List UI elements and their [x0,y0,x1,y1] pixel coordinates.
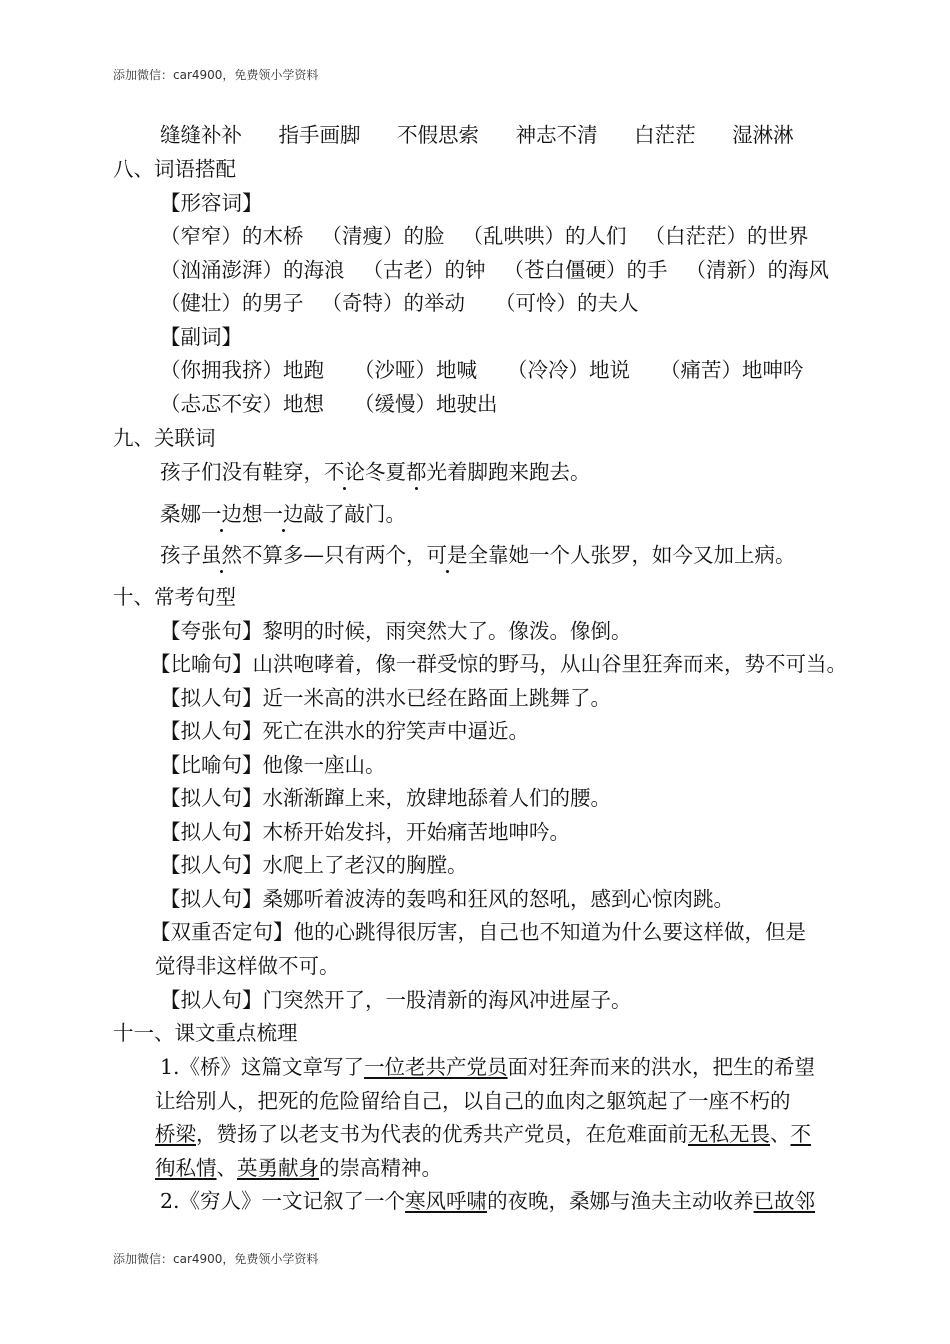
sentence-item: 【双重否定句】他的心跳得很厉害，自己也不知道为什么要这样做，但是 [150,920,806,944]
page-footer: 添加微信：car4900，免费领小学资料 [113,1252,319,1266]
section-8-title: 八、词语搭配 [113,157,236,181]
conj-sentence-3: 孩子虽然不算多—只有两个，可是全靠她一个人张罗，如今又加上病。 [160,543,796,567]
word: 湿淋淋 [732,123,794,147]
sentence-item: 【拟人句】桑娜听着波涛的轰鸣和狂风的怒吼，感到心惊肉跳。 [160,887,734,911]
sentence-item: 【拟人句】木桥开始发抖，开始痛苦地呻吟。 [160,820,570,844]
paragraph-1-line: 1.《桥》这篇文章写了一位老共产党员面对狂奔而来的洪水，把生的希望 [160,1055,816,1079]
sentence-item: 【拟人句】水爬上了老汉的胸膛。 [160,853,468,877]
paragraph-1-line: 徇私情、英勇献身的崇高精神。 [155,1156,442,1180]
sentence-item: 【拟人句】近一米高的洪水已经在路面上跳舞了。 [160,686,611,710]
adj-row: （健壮）的男子 （奇特）的举动 （可怜）的夫人 [160,291,639,315]
paragraph-1-line: 让给别人，把死的危险留给自己，以自己的血肉之躯筑起了一座不朽的 [155,1089,791,1113]
section-11-title: 十一、课文重点梳理 [113,1021,298,1045]
section-10-title: 十、常考句型 [113,585,236,609]
adv-label: 【副词】 [160,325,242,349]
adj-label: 【形容词】 [160,191,263,215]
adj-row: （窄窄）的木桥 （清瘦）的脸 （乱哄哄）的人们 （白茫茫）的世界 [160,224,809,248]
sentence-item: 【夸张句】黎明的时候，雨突然大了。像泼。像倒。 [160,619,632,643]
adj-row: （汹涌澎湃）的海浪 （古老）的钟 （苍白僵硬）的手 （清新）的海风 [160,258,829,282]
conj-sentence-1: 孩子们没有鞋穿，不论冬夏都光着脚跑来跑去。 [160,460,591,484]
sentence-item: 【比喻句】他像一座山。 [160,753,386,777]
sentence-item-cont: 觉得非这样做不可。 [155,954,340,978]
sentence-item: 【拟人句】门突然开了，一股清新的海风冲进屋子。 [160,988,632,1012]
sentence-item: 【拟人句】死亡在洪水的狞笑声中逼近。 [160,719,529,743]
paragraph-1-line: 桥梁，赞扬了以老支书为代表的优秀共产党员，在危难面前无私无畏、不 [155,1122,811,1146]
word-list [160,121,794,149]
sentence-item: 【拟人句】水渐渐蹿上来，放肆地舔着人们的腰。 [160,786,611,810]
word: 缝缝补补 [160,123,242,147]
page-header: 添加微信：car4900，免费领小学资料 [113,68,319,82]
word: 不假思索 [397,123,480,147]
adv-row: （你拥我挤）地跑 （沙哑）地喊 （冷冷）地说 （痛苦）地呻吟 [160,358,804,382]
word: 指手画脚 [278,123,361,147]
section-9-title: 九、关联词 [113,426,216,450]
conj-sentence-2: 桑娜一边想一边敲了敲门。 [160,502,406,526]
word: 白茫茫 [634,123,696,147]
paragraph-2-line: 2.《穷人》一文记叙了一个寒风呼啸的夜晚，桑娜与渔夫主动收养已故邻 [160,1189,816,1213]
sentence-item: 【比喻句】山洪咆哮着，像一群受惊的野马，从山谷里狂奔而来，势不可当。 [150,652,847,676]
word: 神志不清 [515,123,598,147]
adv-row: （忐忑不安）地想 （缓慢）地驶出 [160,392,498,416]
